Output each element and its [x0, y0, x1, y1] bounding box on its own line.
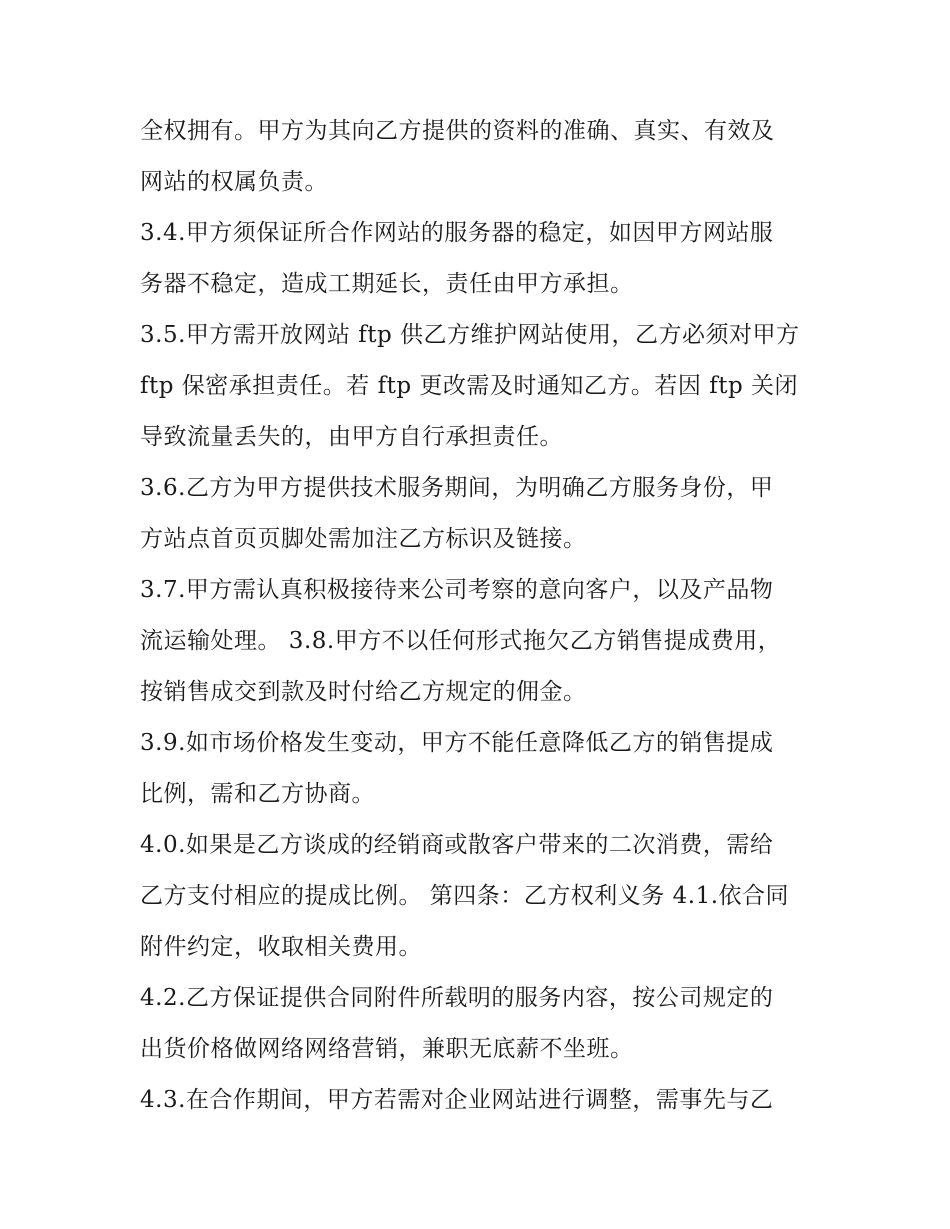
- text-line: 务器不稳定，造成工期延长，责任由甲方承担。: [140, 271, 634, 297]
- text-line: 4.0.如果是乙方谈成的经销商或散客户带来的二次消费，需给: [140, 832, 774, 858]
- text-line: 3.9.如市场价格发生变动，甲方不能任意降低乙方的销售提成: [140, 730, 774, 756]
- text-line: 3.6.乙方为甲方提供技术服务期间，为明确乙方服务身份，甲: [140, 475, 774, 501]
- text-line: 比例，需和乙方协商。: [140, 781, 375, 807]
- text-line: 3.5.甲方需开放网站 ftp 供乙方维护网站使用，乙方必须对甲方: [140, 322, 800, 348]
- text-line: 全权拥有。甲方为其向乙方提供的资料的准确、真实、有效及: [140, 118, 775, 144]
- text-line: 3.7.甲方需认真积极接待来公司考察的意向客户，以及产品物: [140, 577, 774, 603]
- text-line: 4.2.乙方保证提供合同附件所载明的服务内容，按公司规定的: [140, 985, 774, 1011]
- text-line: 乙方支付相应的提成比例。 第四条：乙方权利义务 4.1.依合同: [140, 883, 790, 909]
- text-line: 方站点首页页脚处需加注乙方标识及链接。: [140, 526, 587, 552]
- text-line: 附件约定，收取相关费用。: [140, 934, 422, 960]
- text-line: 按销售成交到款及时付给乙方规定的佣金。: [140, 679, 587, 705]
- text-line: 3.4.甲方须保证所合作网站的服务器的稳定，如因甲方网站服: [140, 220, 774, 246]
- text-line: ftp 保密承担责任。若 ftp 更改需及时通知乙方。若因 ftp 关闭: [140, 373, 798, 399]
- text-line: 4.3.在合作期间，甲方若需对企业网站进行调整，需事先与乙: [140, 1087, 774, 1113]
- text-line: 导致流量丢失的，由甲方自行承担责任。: [140, 424, 563, 450]
- text-line: 出货价格做网络网络营销，兼职无底薪不坐班。: [140, 1036, 634, 1062]
- text-line: 网站的权属负责。: [140, 169, 328, 195]
- document-body: [140, 106, 812, 1126]
- text-line: 流运输处理。 3.8.甲方不以任何形式拖欠乙方销售提成费用，: [140, 628, 782, 654]
